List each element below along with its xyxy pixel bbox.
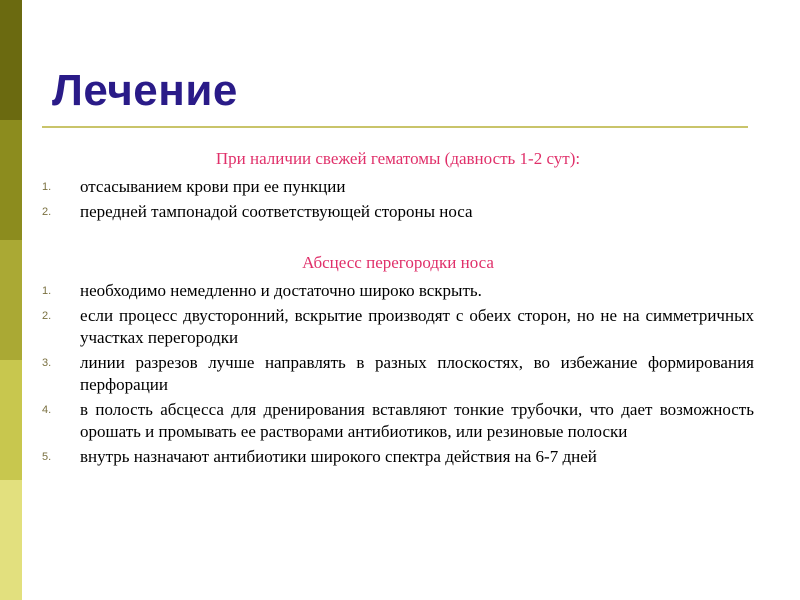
section-heading-abscess: Абсцесс перегородки носа (302, 253, 494, 272)
abscess-treatment-list (42, 280, 754, 468)
list-item-text: передней тампонадой соответствующей стороны носа (80, 202, 473, 221)
hematoma-treatment-list (42, 176, 754, 223)
list-item-text: необходимо немедленно и достаточно широко вскрыть. (80, 281, 482, 300)
list-number: 3. (42, 357, 52, 369)
section-heading-hematoma: При наличии свежей гематомы (давность 1-2 сут): (215, 149, 581, 168)
list-number: 4. (42, 404, 52, 416)
sidebar-segment (0, 480, 22, 600)
list-number: 5. (42, 451, 52, 463)
sidebar-segment (0, 360, 22, 480)
sidebar-segment (0, 240, 22, 360)
list-item (42, 446, 754, 468)
slide-content (42, 148, 754, 471)
list-number: 2. (42, 310, 52, 322)
list-item-text: линии разрезов лучше направлять в разных плоскостях, во избежание формирования перфорации (80, 353, 754, 394)
list-item-text: в полость абсцесса для дренирования вставляют тонкие трубочки, что дает возможность орошать и промывать ее растворами антибиотиков, или резиновые полоски (80, 400, 754, 441)
list-item-text: если процесс двусторонний, вскрытие производят с обеих сторон, но не на симметричных участках перегородки (80, 306, 754, 347)
list-number: 1. (42, 285, 52, 297)
list-item (42, 352, 754, 396)
list-item-text: отсасыванием крови при ее пункции (80, 177, 346, 196)
title-divider (42, 126, 748, 128)
list-item (42, 305, 754, 349)
list-item (42, 201, 754, 223)
list-item (42, 176, 754, 198)
sidebar-segment (0, 120, 22, 240)
list-number: 1. (42, 181, 52, 193)
slide-title: Лечение (52, 66, 238, 115)
list-number: 2. (42, 206, 52, 218)
list-item-text: внутрь назначают антибиотики широкого спектра действия на 6-7 дней (80, 447, 597, 466)
list-item (42, 280, 754, 302)
sidebar-segment (0, 0, 22, 120)
sidebar-stripe (0, 0, 22, 600)
list-item (42, 399, 754, 443)
section-spacer (42, 226, 754, 252)
